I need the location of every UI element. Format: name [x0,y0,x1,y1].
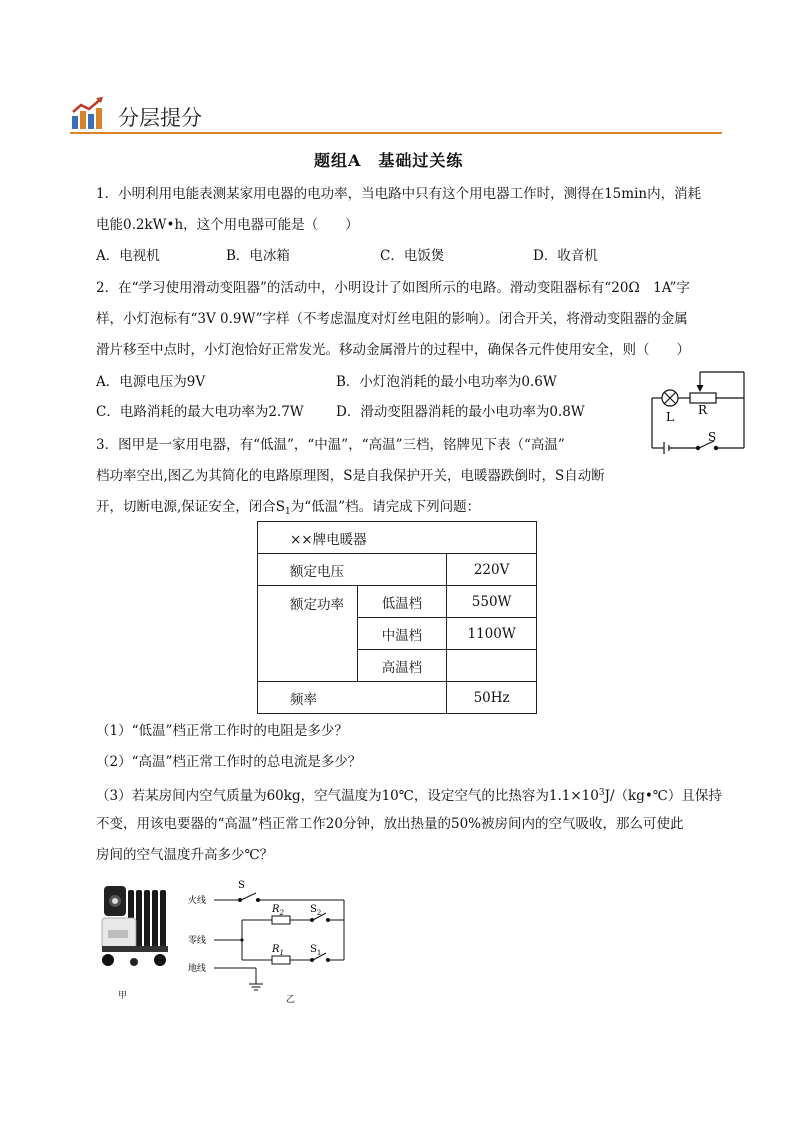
q3-sub3-line1-pre: （3）若某房间内空气质量为60kg，空气温度为10℃，设定空气的比热容为1.1×10 [96,788,599,804]
table-low-value: 550W [447,586,537,618]
svg-text:R2 [271,904,285,917]
heater-illustration [98,884,174,970]
r2-sub: 2 [279,909,284,917]
q3-sub3-line2: 不变，用该电要器的“高温”档正常工作20分钟，放出热量的50%被房间内的空气吸收，那么可使此 [96,816,684,832]
q3-sub3-line1 [96,784,722,805]
group-title: 题组A 基础过关练 [314,151,464,170]
spec-table [257,521,537,714]
q3-line3-sub: 1 [285,507,291,517]
q1-line2: 电能0.2kW•h，这个用电器可能是（ ） [96,217,359,233]
table-mid-label: 中温档 [357,618,447,650]
switch-s-label: S [238,880,245,891]
q1-option-c: C．电饭煲 [380,248,445,264]
q2-option-a: A．电源电压为9V [96,374,206,390]
q3-sub3-line3: 房间的空气温度升高多少℃？ [96,847,274,863]
q1-option-d: D．收音机 [533,248,598,264]
q3-line3-post: 为“低温”档。请完成下列问题： [290,499,481,515]
caption-yi: 乙 [286,995,296,1005]
bar-chart-growth-icon [70,96,108,130]
table-rated-power-label: 额定功率 [258,586,358,682]
table-rated-voltage-label: 额定电压 [258,554,447,586]
ground-wire-label: 地线 [188,964,207,974]
svg-text:S2 [310,904,321,917]
table-mid-value: 1100W [447,618,537,650]
caption-jia: 甲 [118,991,128,1001]
q3-line1: 3．图甲是一家用电器，有“低温”，“中温”，“高温”三档，铭牌见下表（“高温” [96,437,565,453]
q2-option-d: D．滑动变阻器消耗的最小电功率为0.8W [336,404,585,420]
r1-label: R [272,944,280,955]
q1-line1: 1．小明利用电能表测某家用电器的电功率，当电路中只有这个用电器工作时，测得在15min内，消耗 [96,186,702,202]
section-title: 分层提分 [118,106,202,130]
q2-option-c: C．电路消耗的最大电功率为2.7W [96,404,304,420]
header-logo [70,96,108,130]
q3-sub2: （2）“高温”档正常工作时的总电流是多少？ [96,754,362,770]
table-rated-voltage-value: 220V [447,554,537,586]
live-wire-label: 火线 [188,896,207,906]
table-freq-value: 50Hz [447,682,537,714]
q3-line2: 档功率空出,图乙为其简化的电路原理图，S是自我保护开关，电暖器跌倒时，S自动断 [96,468,605,484]
header-divider [70,132,722,134]
switch-label: S [708,430,717,444]
neutral-wire-label: 零线 [188,936,207,946]
r1-sub: 1 [279,949,284,957]
r2-label: R [272,904,280,915]
table-high-value [447,650,537,682]
q1-option-a: A．电视机 [96,248,160,264]
r2-resistor [272,916,290,924]
lamp-label: L [666,410,674,424]
table-brand: ××牌电暖器 [258,522,537,554]
q3-sub3-line1-sup: 3 [598,788,605,798]
q3-line3-pre: 开，切断电源,保证安全，闭合S [96,499,286,515]
s1-sub: 1 [316,949,322,957]
svg-text:R1 [271,944,284,957]
table-high-label: 高温档 [357,650,447,682]
q2-line3: 滑片移至中点时，小灯泡恰好正常发光。移动金属滑片的过程中，确保各元件使用安全，则（ ） [96,342,690,358]
heater-circuit-diagram [186,876,358,1006]
q2-line2: 样，小灯泡标有“3V 0.9W”字样（不考虑温度对灯丝电阻的影响）。闭合开关，将滑动变阻器的金属 [96,311,688,327]
q3-sub3-line1-post: J/（kg•℃）且保持 [604,788,722,804]
q3-line3 [96,498,480,521]
table-low-label: 低温档 [357,586,447,618]
q2-line1: 2．在“学习使用滑动变阻器”的活动中，小明设计了如图所示的电路。滑动变阻器标有“20Ω 1A”字 [96,280,690,296]
rheostat-label: R [698,403,708,417]
s1-label: S [310,944,317,955]
q2-option-b: B．小灯泡消耗的最小电功率为0.6W [336,374,557,390]
s2-label: S [310,904,317,915]
svg-text:S1 [310,944,321,957]
q2-circuit-diagram [640,368,766,456]
r1-resistor [272,956,290,964]
s2-sub: 2 [316,909,322,917]
table-freq-label: 频率 [258,682,447,714]
q3-sub1: （1）“低温”档正常工作时的电阻是多少？ [96,723,348,739]
q1-option-b: B．电冰箱 [226,248,290,264]
rheostat-symbol [690,393,716,403]
